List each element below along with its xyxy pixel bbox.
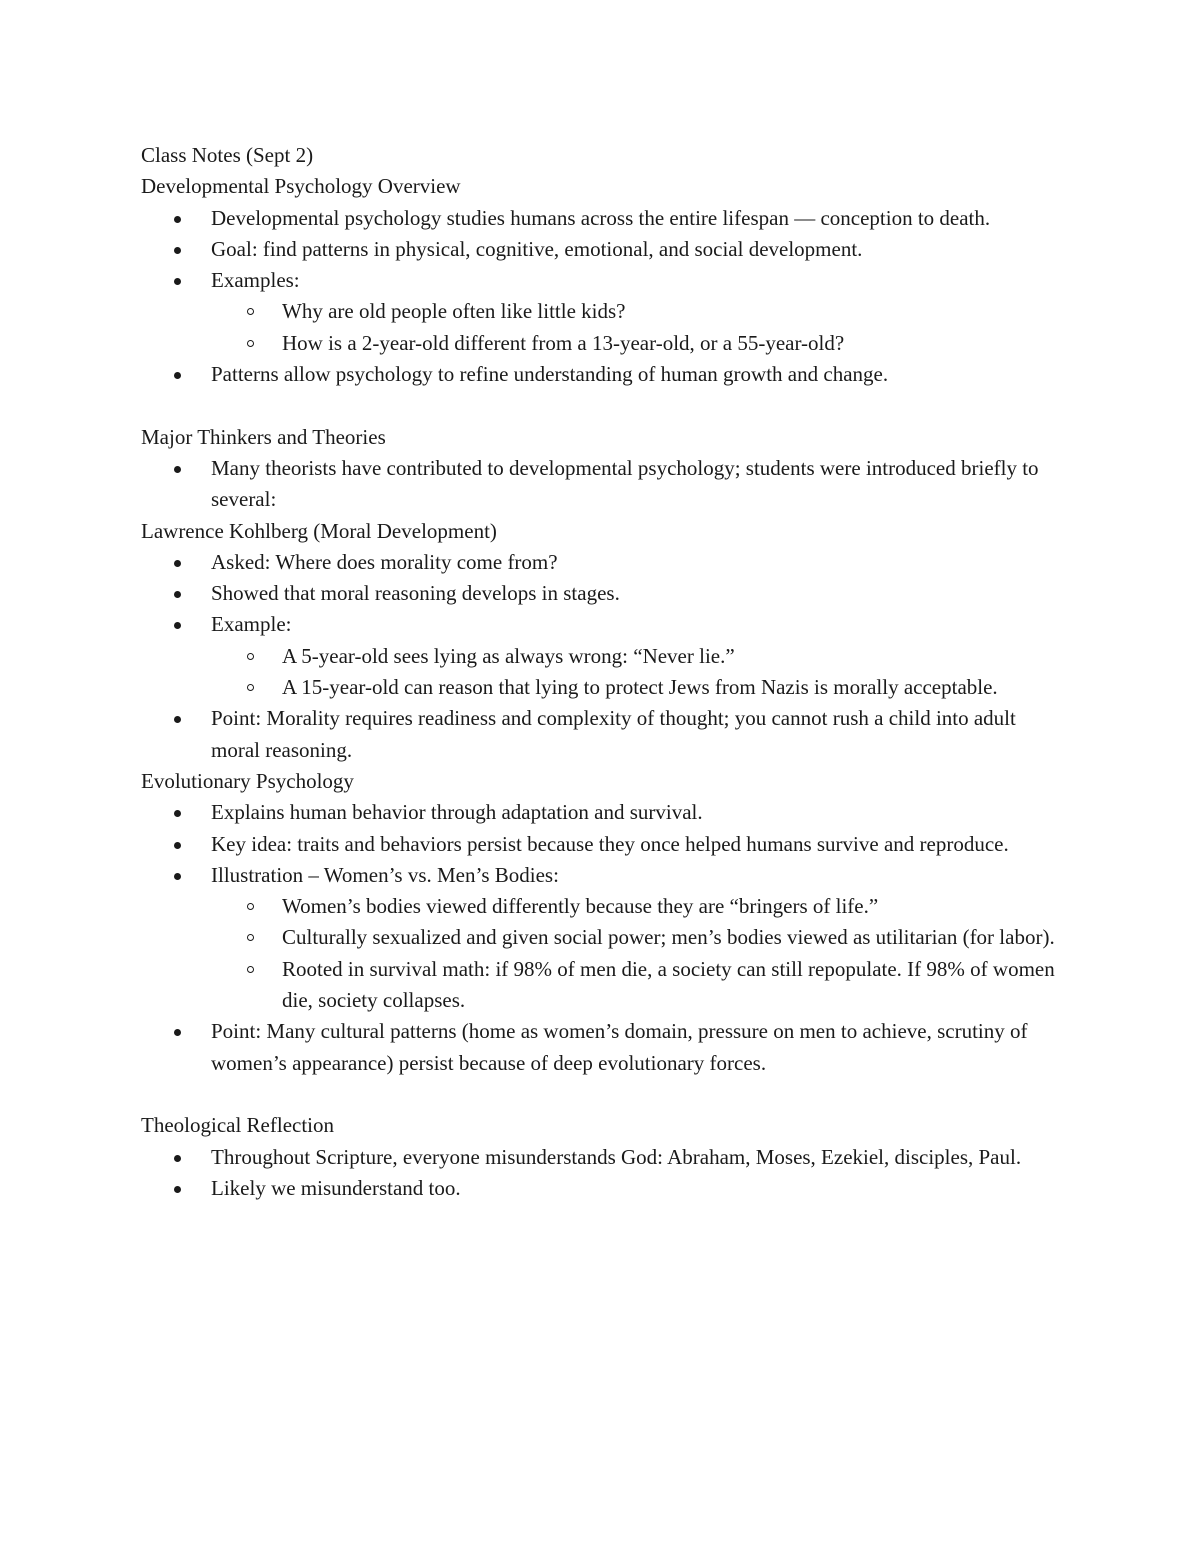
bullet-icon [174, 1155, 181, 1162]
list-item: Illustration – Women’s vs. Men’s Bodies: Women’s bodies viewed differently because they are “bringers of life.” Culturally sexualized and given social power; men’s bodies viewed as utilitarian (for labor). Rooted in survival math: if 98% of men die, a society can still repopulate. If 98% of women die, society collapses. [141, 860, 1061, 1016]
bullet-icon [174, 873, 181, 880]
document-title: Class Notes (Sept 2) [141, 143, 314, 167]
section-heading: Lawrence Kohlberg (Moral Development) [141, 518, 497, 543]
list-item: Key idea: traits and behaviors persist because they once helped humans survive and reproduce. [141, 829, 1061, 860]
bullet-list [141, 453, 1061, 516]
list-item: Many theorists have contributed to developmental psychology; students were introduced briefly to several: [141, 453, 1061, 516]
bullet-icon [174, 216, 181, 223]
list-item: Examples: Why are old people often like little kids? How is a 2-year-old different from a 13-year-old, or a 55-year-old? [141, 265, 1061, 359]
circle-bullet-icon [247, 966, 254, 973]
circle-bullet-icon [247, 308, 254, 315]
list-item: Developmental psychology studies humans across the entire lifespan — conception to death. [141, 203, 1061, 234]
sub-list-item: A 15-year-old can reason that lying to protect Jews from Nazis is morally acceptable. [211, 672, 1061, 703]
list-item: Point: Many cultural patterns (home as women’s domain, pressure on men to achieve, scrutiny of women’s appearance) persist because of deep evolutionary forces. [141, 1016, 1061, 1079]
bullet-icon [174, 247, 181, 254]
sub-list [211, 296, 1061, 359]
list-item: Asked: Where does morality come from? [141, 547, 1061, 578]
sub-list-item: Culturally sexualized and given social power; men’s bodies viewed as utilitarian (for labor). [211, 922, 1061, 953]
list-item: Example: A 5-year-old sees lying as always wrong: “Never lie.” A 15-year-old can reason that lying to protect Jews from Nazis is morally acceptable. [141, 609, 1061, 703]
circle-bullet-icon [247, 934, 254, 941]
section-heading: Theological Reflection [141, 1113, 335, 1138]
list-item: Throughout Scripture, everyone misunderstands God: Abraham, Moses, Ezekiel, disciples, Paul. [141, 1142, 1061, 1173]
bullet-icon [174, 372, 181, 379]
bullet-list [141, 203, 1061, 391]
circle-bullet-icon [247, 340, 254, 347]
section-heading: Evolutionary Psychology [141, 768, 354, 793]
bullet-icon [174, 591, 181, 598]
sub-list-item: A 5-year-old sees lying as always wrong: “Never lie.” [211, 641, 1061, 672]
sub-list-item: Why are old people often like little kids? [211, 296, 1061, 327]
bullet-icon [174, 278, 181, 285]
sub-list-item: Rooted in survival math: if 98% of men die, a society can still repopulate. If 98% of women die, society collapses. [211, 954, 1061, 1017]
bullet-list [141, 1142, 1061, 1205]
bullet-icon [174, 560, 181, 567]
list-item: Patterns allow psychology to refine understanding of human growth and change. [141, 359, 1061, 390]
circle-bullet-icon [247, 684, 254, 691]
list-item: Likely we misunderstand too. [141, 1173, 1061, 1204]
sub-list-item: Women’s bodies viewed differently because they are “bringers of life.” [211, 891, 1061, 922]
list-item: Explains human behavior through adaptation and survival. [141, 797, 1061, 828]
circle-bullet-icon [247, 903, 254, 910]
circle-bullet-icon [247, 653, 254, 660]
bullet-icon [174, 842, 181, 849]
bullet-icon [174, 1029, 181, 1036]
list-item: Goal: find patterns in physical, cognitive, emotional, and social development. [141, 234, 1061, 265]
bullet-icon [174, 716, 181, 723]
sub-list [211, 641, 1061, 704]
sub-list [211, 891, 1061, 1016]
spacer [141, 390, 1061, 421]
section-heading: Developmental Psychology Overview [141, 174, 461, 199]
list-item: Point: Morality requires readiness and complexity of thought; you cannot rush a child into adult moral reasoning. [141, 703, 1061, 766]
bullet-icon [174, 810, 181, 817]
list-item: Showed that moral reasoning develops in stages. [141, 578, 1061, 609]
bullet-icon [174, 622, 181, 629]
bullet-icon [174, 466, 181, 473]
bullet-list [141, 797, 1061, 1079]
document-page [141, 140, 1061, 1204]
bullet-icon [174, 1186, 181, 1193]
section-heading: Major Thinkers and Theories [141, 424, 386, 449]
spacer [141, 1079, 1061, 1110]
bullet-list [141, 547, 1061, 766]
sub-list-item: How is a 2-year-old different from a 13-year-old, or a 55-year-old? [211, 328, 1061, 359]
